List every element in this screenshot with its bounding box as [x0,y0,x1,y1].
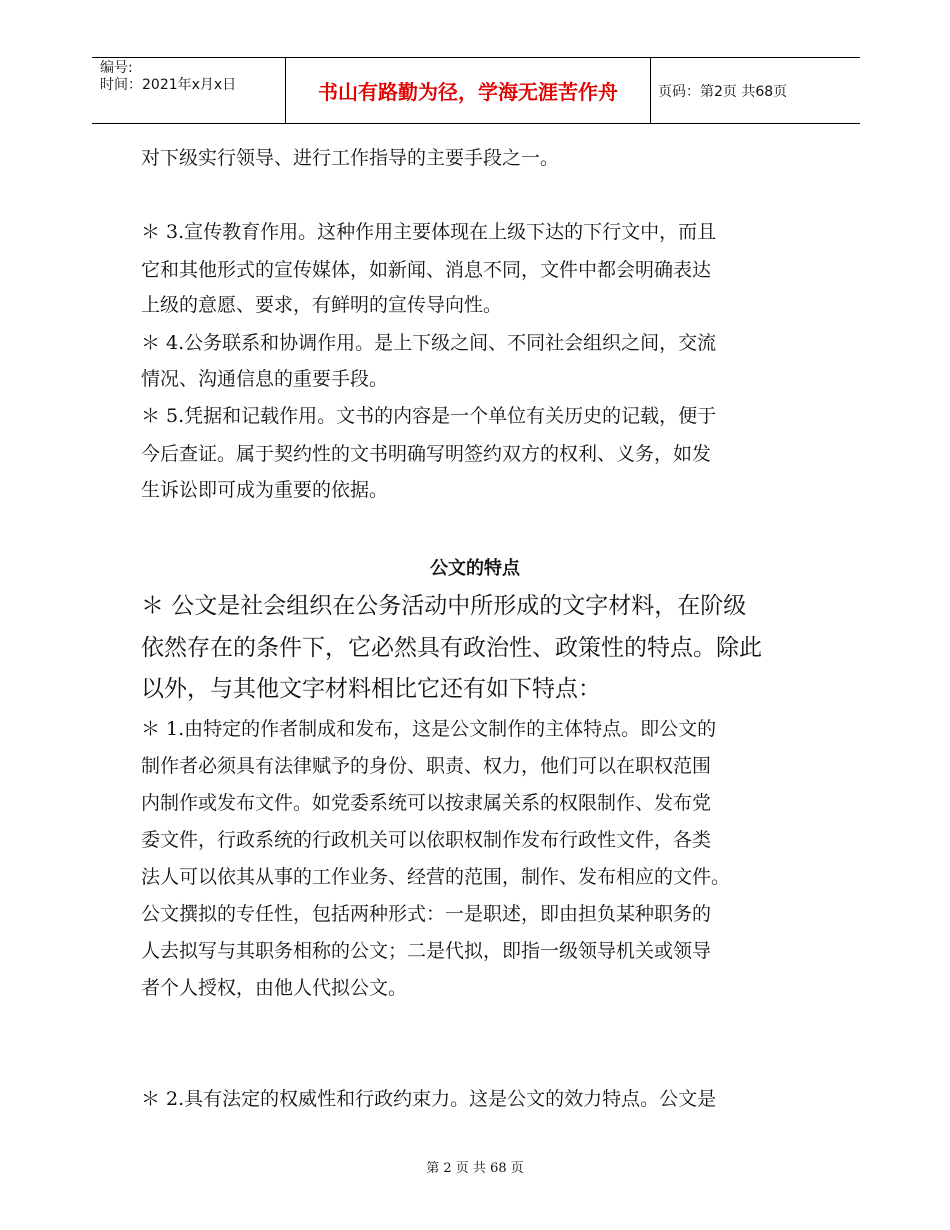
document-header [92,57,860,124]
paragraph-line: 今后查证。属于契约性的文书明确写明签约双方的权利、义务，如发 [141,443,712,465]
lead-line: 以外，与其他文字材料相比它还有如下特点： [141,676,601,702]
paragraph-line: ＊ 3.宣传教育作用。这种作用主要体现在上级下达的下行文中，而且 [141,221,717,243]
paragraph-line: 者个人授权，由他人代拟公文。 [141,977,408,999]
paragraph-line: 公文撰拟的专任性，包括两种形式：一是职述，即由担负某种职务的 [141,903,712,925]
paragraph-line: 情况、沟通信息的重要手段。 [141,368,389,390]
paragraph-line: 它和其他形式的宣传媒体，如新闻、消息不同，文件中都会明确表达 [141,259,712,281]
paragraph-line: ＊ 5.凭据和记载作用。文书的内容是一个单位有关历史的记载，便于 [141,405,717,427]
header-page-info: 页码：第2页 共68页 [658,83,788,100]
number-label: 编号: [100,60,133,76]
page-footer: 第 2 页 共 68 页 [426,1161,524,1176]
paragraph-line: 内制作或发布文件。如党委系统可以按隶属关系的权限制作、发布党 [141,792,712,814]
paragraph-line: 制作者必须具有法律赋予的身份、职责、权力，他们可以在职权范围 [141,755,712,777]
lead-line: 依然存在的条件下，它必然具有政治性、政策性的特点。除此 [141,635,762,661]
time-label: 时间：2021年x月x日 [100,77,237,93]
paragraph-line: 生诉讼即可成为重要的依据。 [141,479,389,501]
paragraph-line: ＊ 1.由特定的作者制成和发布，这是公文制作的主体特点。即公文的 [141,718,717,740]
intro-line: 对下级实行领导、进行工作指导的主要手段之一。 [141,147,560,169]
header-motto: 书山有路勤为径，学海无涯苦作舟 [285,58,651,123]
paragraph-line: ＊ 2.具有法定的权威性和行政约束力。这是公文的效力特点。公文是 [141,1088,717,1110]
header-meta [92,58,285,123]
paragraph-line: ＊ 4.公务联系和协调作用。是上下级之间、不同社会组织之间，交流 [141,332,717,354]
section-title: 公文的特点 [430,558,520,579]
lead-line: ＊ 公文是社会组织在公务活动中所形成的文字材料，在阶级 [141,593,747,619]
paragraph-line: 人去拟写与其职务相称的公文；二是代拟，即指一级领导机关或领导 [141,940,712,962]
paragraph-line: 委文件，行政系统的行政机关可以依职权制作发布行政性文件，各类 [141,829,712,851]
paragraph-line: 法人可以依其从事的工作业务、经营的范围，制作、发布相应的文件。 [141,866,731,888]
paragraph-line: 上级的意愿、要求，有鲜明的宣传导向性。 [141,294,503,316]
